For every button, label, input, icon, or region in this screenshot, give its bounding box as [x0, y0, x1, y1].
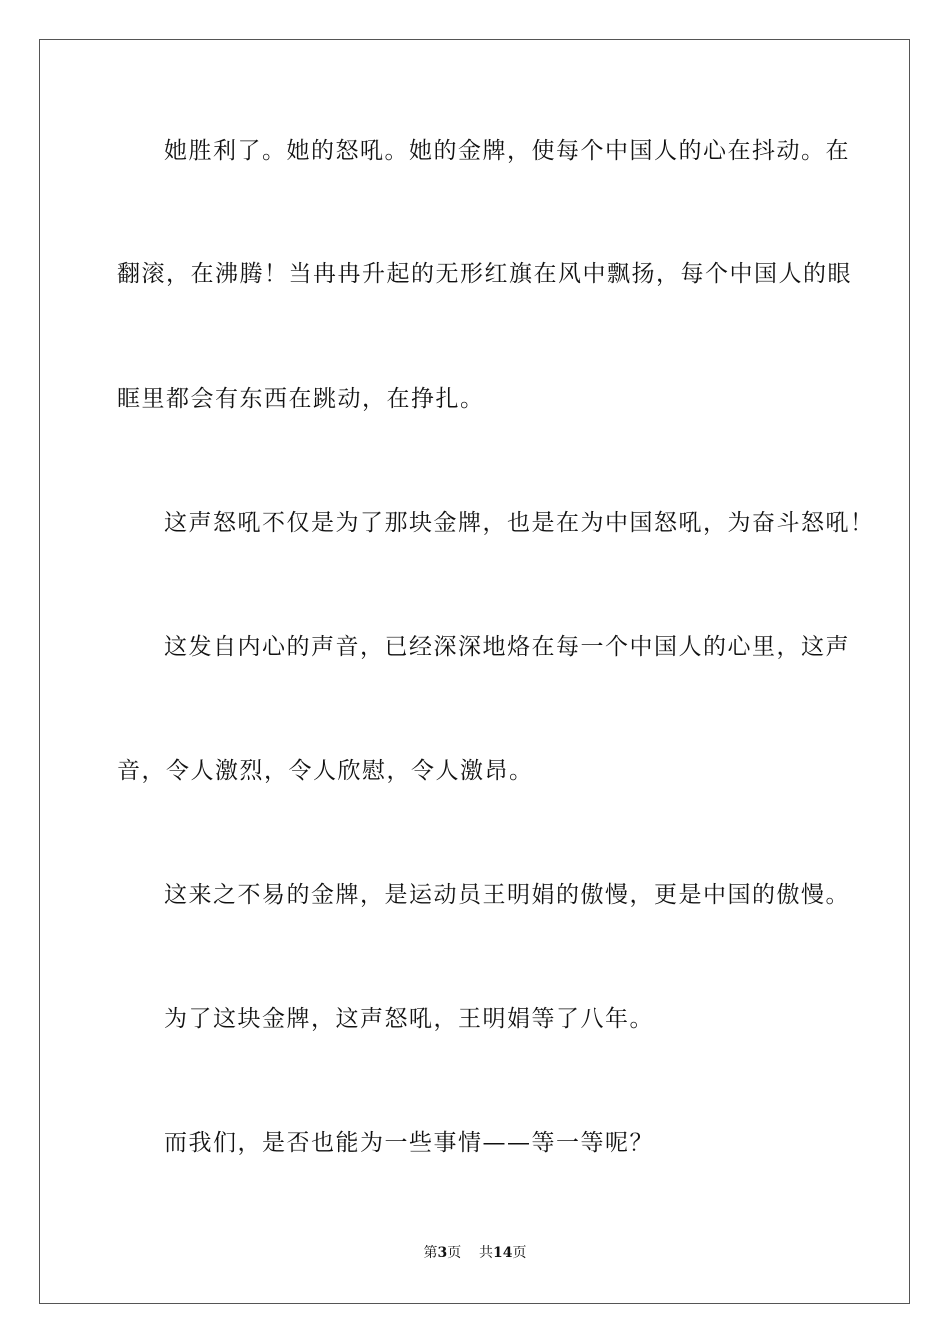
footer-total-suffix: 页: [512, 1245, 527, 1261]
footer-page-number: 3: [437, 1245, 448, 1261]
page-frame: [39, 39, 910, 1304]
paragraph-1-line-1: 她胜利了。她的怒吼。她的金牌，使每个中国人的心在抖动。在: [164, 138, 850, 164]
page-footer: [0, 1243, 950, 1263]
paragraph-4-line-1: 这来之不易的金牌，是运动员王明娟的傲慢，更是中国的傲慢。: [164, 882, 850, 908]
paragraph-1-line-3: 眶里都会有东西在跳动，在挣扎。: [117, 386, 485, 412]
footer-page-suffix: 页: [447, 1245, 462, 1261]
footer-page-prefix: 第: [423, 1245, 438, 1261]
paragraph-5-line-1: 为了这块金牌，这声怒吼，王明娟等了八年。: [164, 1006, 654, 1032]
footer-total-prefix: 共: [479, 1245, 494, 1261]
paragraph-2-line-1: 这声怒吼不仅是为了那块金牌，也是在为中国怒吼，为奋斗怒吼！: [164, 510, 875, 536]
paragraph-6-line-1: 而我们，是否也能为一些事情——等一等呢？: [164, 1130, 654, 1156]
paragraph-3-line-1: 这发自内心的声音，已经深深地烙在每一个中国人的心里，这声: [164, 634, 850, 660]
footer-total-pages: 14: [493, 1245, 513, 1261]
paragraph-3-line-2: 音，令人激烈，令人欣慰，令人激昂。: [117, 758, 534, 784]
paragraph-1-line-2: 翻滚，在沸腾！当冉冉升起的无形红旗在风中飘扬，每个中国人的眼: [117, 261, 852, 287]
